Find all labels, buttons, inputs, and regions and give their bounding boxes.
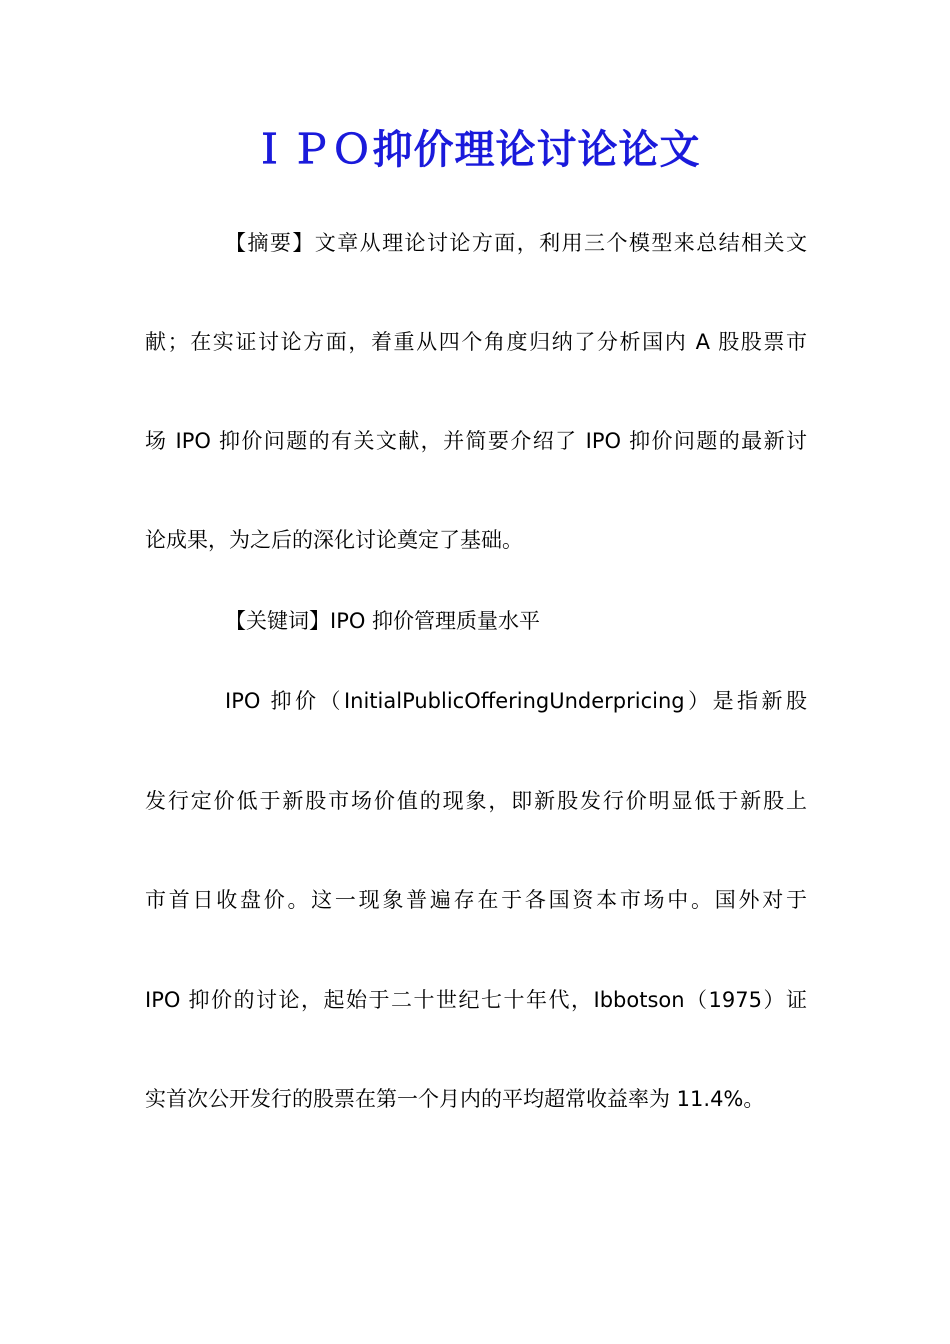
- body-line-3: 市首日收盘价。这一现象普遍存在于各国资本市场中。国外对于: [145, 888, 807, 912]
- abstract-line-3: 场 IPO 抑价问题的有关文献，并简要介绍了 IPO 抑价问题的最新讨: [145, 429, 807, 453]
- document-title: ＩＰＯ抑价理论讨论论文: [249, 126, 701, 173]
- abstract-line-2: 献；在实证讨论方面，着重从四个角度归纳了分析国内 A 股股票市: [145, 330, 807, 354]
- abstract-line-1: 【摘要】文章从理论讨论方面，利用三个模型来总结相关文: [225, 231, 807, 255]
- keywords-line: 【关键词】IPO 抑价管理质量水平: [225, 609, 541, 633]
- body-line-1: IPO 抑价（InitialPublicOfferingUnderpricing）是指新股: [225, 689, 807, 713]
- abstract-line-4: 论成果，为之后的深化讨论奠定了基础。: [145, 528, 523, 552]
- body-line-5: 实首次公开发行的股票在第一个月内的平均超常收益率为 11.4%。: [145, 1087, 765, 1111]
- body-line-2: 发行定价低于新股市场价值的现象，即新股发行价明显低于新股上: [145, 789, 807, 813]
- body-line-4: IPO 抑价的讨论，起始于二十世纪七十年代，Ibbotson（1975）证: [145, 988, 807, 1012]
